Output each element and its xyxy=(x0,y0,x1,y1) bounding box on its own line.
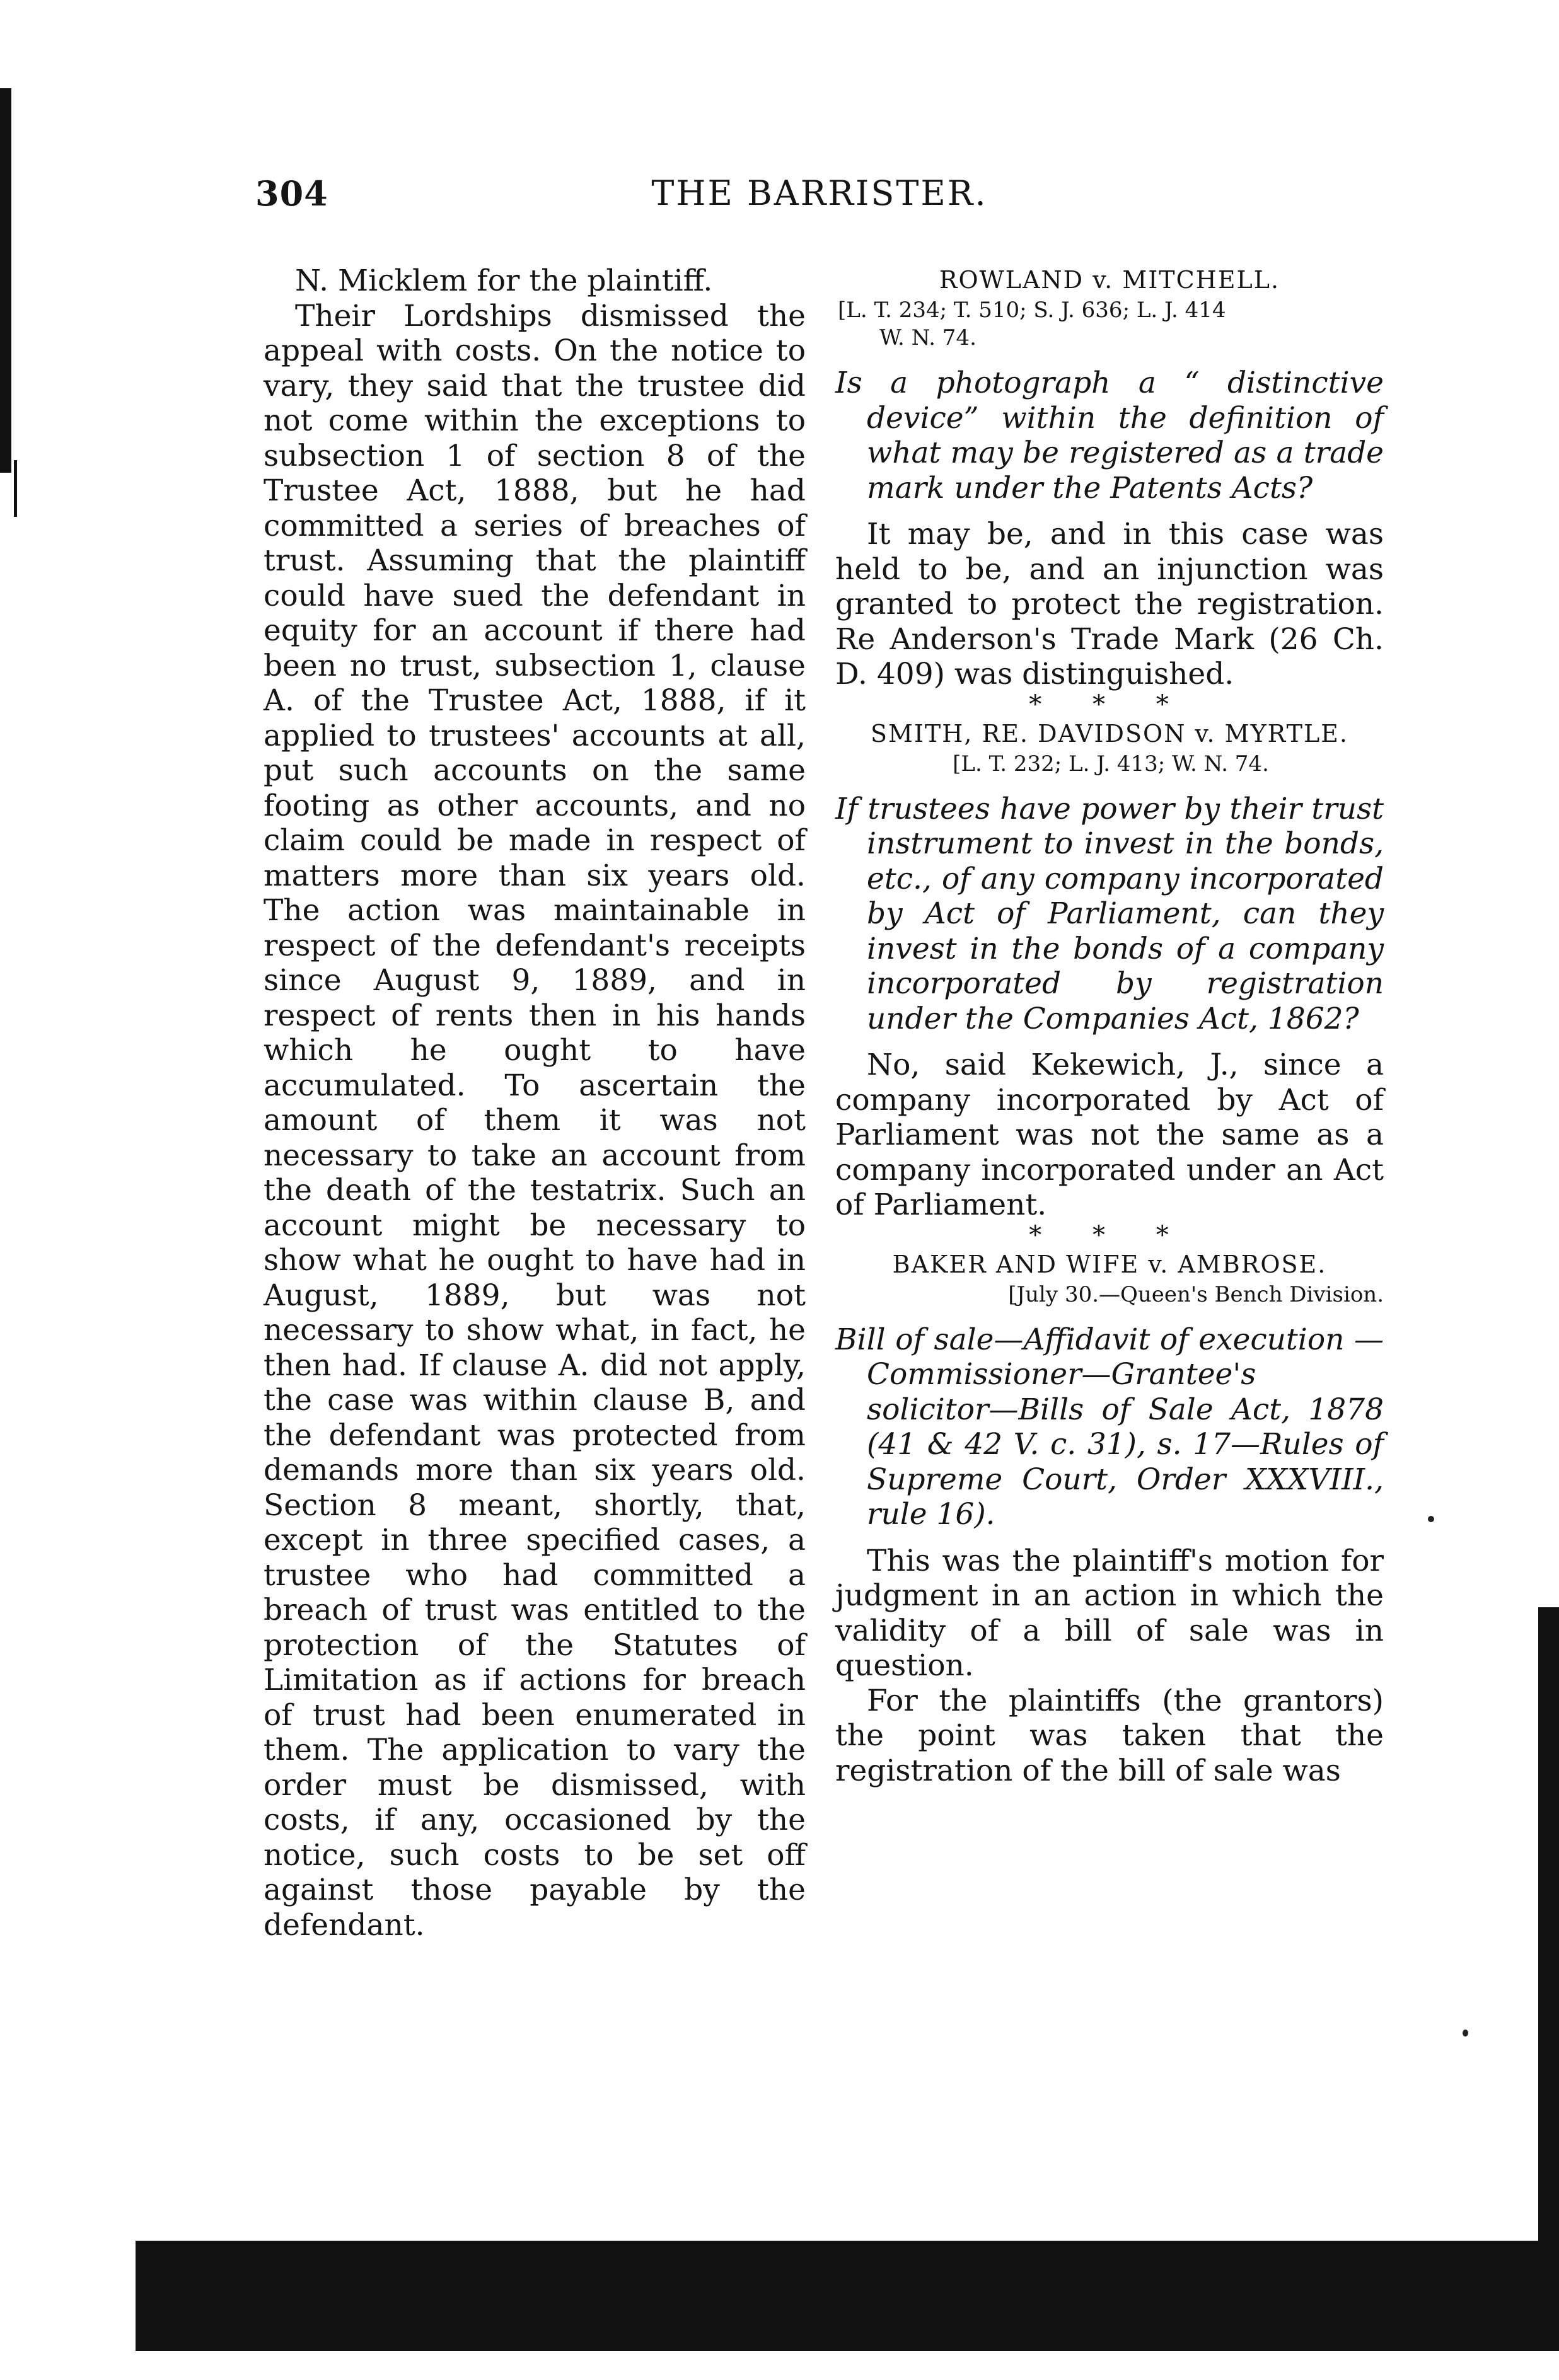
scan-speck xyxy=(1428,1516,1434,1522)
scan-edge-left xyxy=(0,88,11,473)
case-answer-smith: No, said Kekewich, J., since a company incorporated by Act of Parliament was not the same as a company incorporated under an Act of Parliament. xyxy=(835,1048,1384,1222)
scan-edge-right xyxy=(1538,1607,1559,2351)
scan-speck xyxy=(1463,2030,1468,2036)
right-column xyxy=(835,263,1384,1788)
section-separator: * * * xyxy=(1029,690,1190,719)
page-header xyxy=(255,173,1384,230)
left-column xyxy=(264,263,806,1943)
case-paragraph-baker-1: This was the plaintiff's motion for judgment in an action in which the validity of a bill of sale was in question. xyxy=(835,1543,1384,1683)
section-separator: * * * xyxy=(1029,1220,1190,1250)
case-paragraph-baker-2: For the plaintiffs (the grantors) the point was taken that the registration of the bill of sale was xyxy=(835,1683,1384,1788)
case-answer-rowland: It may be, and in this case was held to be, and an injunction was granted to protect the registration. Re Anderson's Trade Mark (26 Ch. D. 409) was distinguished. xyxy=(835,517,1384,691)
scan-edge-left-tick xyxy=(14,460,17,517)
running-title: THE BARRISTER. xyxy=(651,173,988,213)
judgment-paragraph: Their Lordships dismissed the appeal with costs. On the notice to vary, they said that the trustee did not come within the exceptions to subsection 1 of section 8 of the Trustee Act, 1888, but he had committed a series of breaches of trust. Assuming that the plaintiff could have sued the defendant in equity for an account if there had been no trust, subsection 1, clause A. of the Trustee Act, 1888, if it applied to trustees' accounts at all, put such accounts on the same footing as other accounts, and no claim could be made in respect of matters more than six years old. The action was maintainable in respect of the defendant's receipts since August 9, 1889, and in respect of rents then in his hands which he ought to have accumulated. To ascertain the amount of them it was not necessary to take an account from the death of the testatrix. Such an account might be necessary to show what he ought to have had in August, 1889, but was not necessary to show what, in fact, he then had. If clause A. did not apply, the case was within clause B, and the defendant was protected from demands more than six years old. Section 8 meant, shortly, that, except in three specified cases, a trustee who had committed a breach of trust was entitled to the protection of the Statutes of Limitation as if actions for breach of trust had been enumerated in them. The application to vary the order must be dismissed, with costs, if any, occasioned by the notice, such costs to be set off against those payable by the defendant. xyxy=(264,298,806,1943)
case-title-smith: SMITH, RE. DAVIDSON v. MYRTLE. xyxy=(870,719,1348,748)
case-citation-rowland: [L. T. 234; T. 510; S. J. 636; L. J. 414 xyxy=(838,298,1226,323)
counsel-line: N. Micklem for the plaintiff. xyxy=(295,263,713,298)
case-question-smith: If trustees have power by their trust instrument to invest in the bonds, etc., of any company incorporated by Act of Parliament, can they invest in the bonds of a company incorporated by registration under the Companies Act, 1862? xyxy=(835,791,1384,1036)
case-citation-rowland-cont: W. N. 74. xyxy=(879,325,977,350)
case-citation-smith: [L. T. 232; L. J. 413; W. N. 74. xyxy=(953,751,1269,777)
case-citation-baker: [July 30.—Queen's Bench Division. xyxy=(1008,1281,1384,1307)
case-title-rowland: ROWLAND v. MITCHELL. xyxy=(939,266,1280,294)
scan-edge-bottom xyxy=(136,2241,1559,2351)
case-headnote-baker: Bill of sale—Affidavit of execution —Commissioner—Grantee's solicitor—Bills of Sale Act, 1878 (41 & 42 V. c. 31), s. 17—Rules of Supreme Court, Order XXXVIII., rule 16). xyxy=(835,1322,1384,1532)
page-number: 304 xyxy=(255,173,328,214)
case-question-rowland: Is a photograph a “ distinctive device” within the definition of what may be registered as a trade mark under the Patents Acts? xyxy=(835,366,1384,505)
case-title-baker: BAKER AND WIFE v. AMBROSE. xyxy=(892,1250,1327,1278)
